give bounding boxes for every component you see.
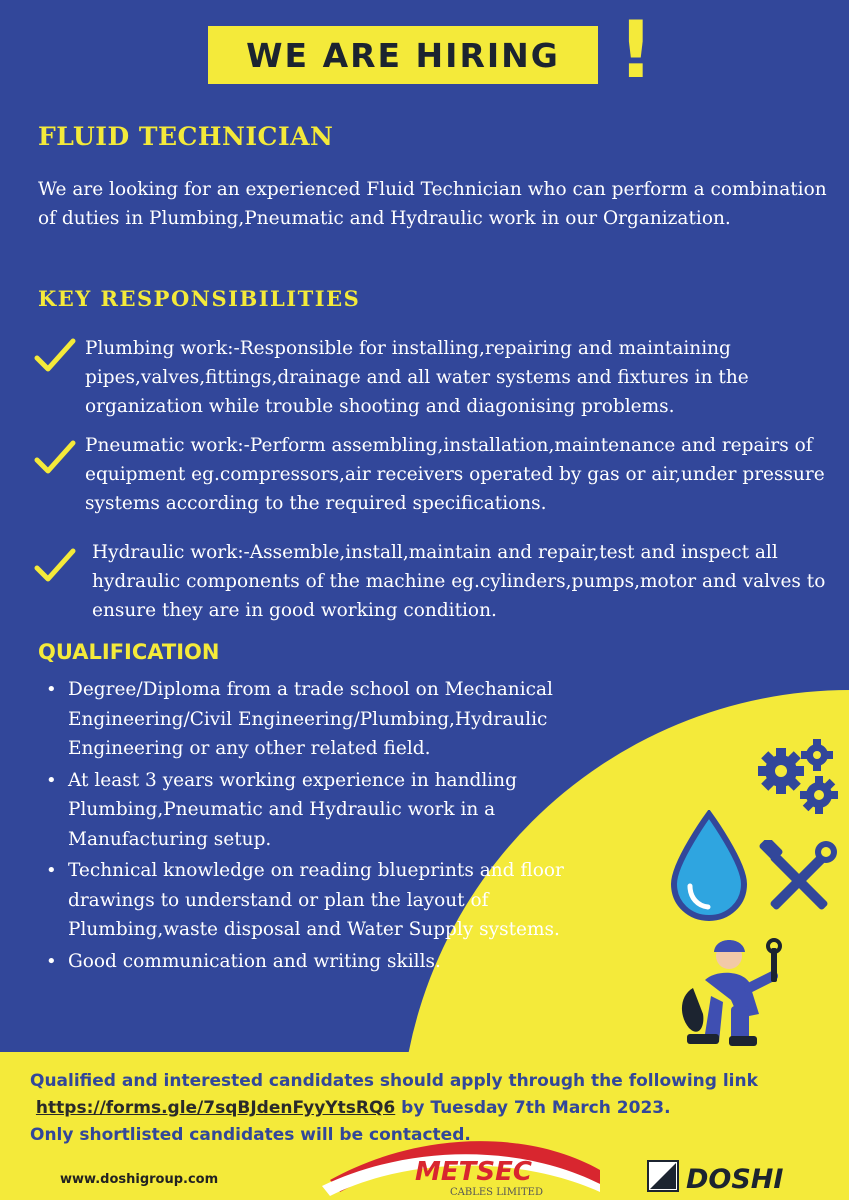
responsibility-hydraulic: Hydraulic work:-Assemble,install,maintain and repair,test and inspect all hydraulic components of the machine eg.cylinders,pumps,motor and valves to ensure they are in good working condition. (92, 542, 826, 621)
responsibility-pneumatic: Pneumatic work:-Perform assembling,installation,maintenance and repairs of equipment eg.compressors,air receivers operated by gas or air,under pressure systems according to the required specifications. (85, 435, 825, 514)
metsec-sub: CABLES LIMITED (450, 1187, 543, 1198)
worker-illustration (675, 930, 805, 1050)
check-icon (34, 548, 76, 584)
metsec-name: METSEC (415, 1157, 532, 1187)
gears-icon (755, 735, 845, 825)
exclamation-mark: ! (618, 6, 654, 96)
check-icon (34, 338, 76, 374)
qualification-heading: QUALIFICATION (38, 640, 220, 664)
shortlist-note: Only shortlisted candidates will be contacted. (30, 1125, 471, 1145)
doshi-logo (640, 1155, 840, 1200)
job-intro: We are looking for an experienced Fluid Technician who can perform a combination of duties in Plumbing,Pneumatic and Hydraulic work in our Organization. (38, 179, 827, 229)
qualification-item: • Technical knowledge on reading blueprints and floor drawings to understand or plan the layout of Plumbing,waste disposal and Water Supply systems. (40, 856, 630, 945)
application-note (30, 1068, 758, 1149)
metsec-logo (300, 1140, 600, 1200)
application-form-link[interactable]: https://forms.gle/7sqBJdenFyyYtsRQ6 (35, 1098, 396, 1118)
tools-icon (758, 840, 840, 922)
apply-instruction: Qualified and interested candidates should apply through the following link (30, 1071, 758, 1091)
water-drop-icon (668, 810, 750, 922)
qualification-item: • Good communication and writing skills. (40, 947, 630, 977)
responsibility-plumbing: Plumbing work:-Responsible for installing,repairing and maintaining pipes,valves,fittings,drainage and all water systems and fixtures in the organization while trouble shooting and diagonising problems. (85, 338, 749, 417)
qualification-item: • At least 3 years working experience in handling Plumbing,Pneumatic and Hydraulic work in a Manufacturing setup. (40, 766, 630, 855)
doshi-name: DOSHI (686, 1164, 784, 1195)
job-title: FLUID TECHNICIAN (38, 122, 334, 151)
qualification-list (40, 675, 630, 978)
hiring-banner (208, 26, 598, 84)
hiring-title: WE ARE HIRING (246, 35, 560, 75)
responsibilities-heading: KEY RESPONSIBILITIES (38, 286, 361, 311)
apply-deadline: by Tuesday 7th March 2023. (395, 1098, 671, 1118)
check-icon (34, 440, 76, 476)
company-website[interactable]: www.doshigroup.com (60, 1172, 219, 1187)
qualification-item: • Degree/Diploma from a trade school on Mechanical Engineering/Civil Engineering/Plumbing,Hydraulic Engineering or any other related field. (40, 675, 630, 764)
